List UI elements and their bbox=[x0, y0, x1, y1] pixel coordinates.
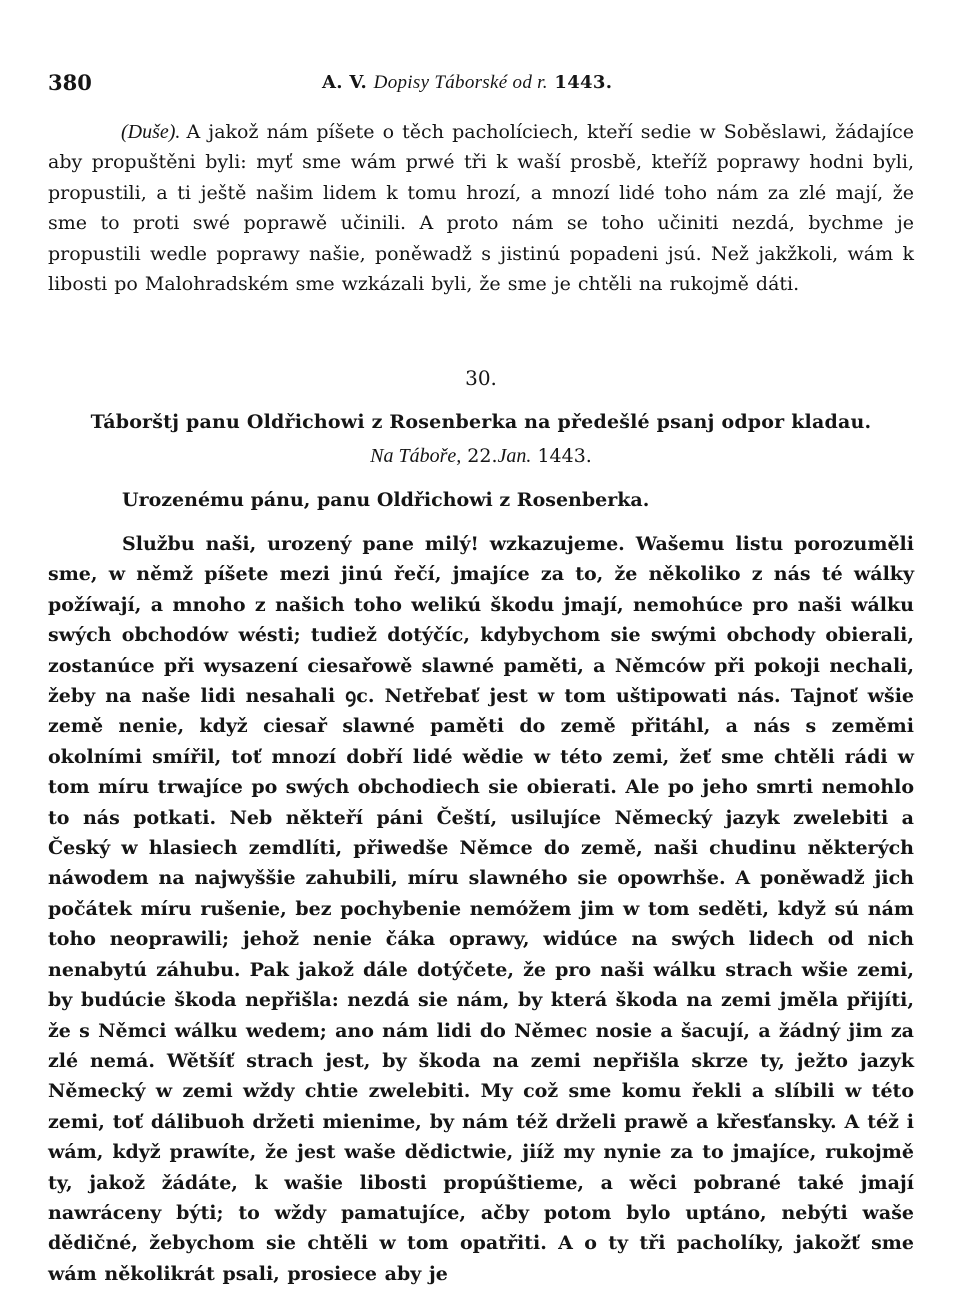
letter-address: Urozenému pánu, panu Oldřichowi z Rosenberka. bbox=[122, 489, 650, 511]
page-header bbox=[48, 70, 914, 100]
dateline bbox=[48, 445, 914, 468]
letter-body: Službu naši, urozený pane milý! wzkazujeme. Wašemu listu porozuměli sme, w němž píšete mezi jinú řečí, jmajíce za to, že několiko z nás té wálky požíwají, a mnoho z našich toho welikú škodu jmají, nemohúce pro naši wálku swých obchodów wésti; tudiež dotýčíc, kdybychom sie swými obchody obierali, zostanúce při wysazení ciesařowě slawné paměti, a Němców při pokoji nechali, žeby na naše lidi nesahali ꝯc. Netřebať jest w tom uštipowati nás. Tajnoť wšie země nenie, když ciesař slawné paměti do země přitáhl, a nás s zeměmi okolními smířil, toť mnozí dobří lidé wědie w této zemi, žeť sme chtěli rádi w tom míru trwajíce po swých obchodiech sie obierati. Ale po jeho smrti nemohlo to nás potkati. Neb někteří páni Čeští, usilujíce Německý jazyk zwelebiti a Český w hlasiech zemdlíti, přiwedše Němce do země, naši chudinu některých náwodem na najwyššie zahubili, míru slawného sie opowrhše. A poněwadž jich počátek míru rušenie, bez pochybenie nemóžem jim w tom seděti, když sú nám toho neoprawili; jehož nenie čáka oprawy, widúce na swých lidech od nich nenabytú záhubu. Pak jakož dále dotýčete, že pro naši wálku strach wšie zemi, by budúcie škoda nepřišla: nezdá sie nám, by která škoda na zemi jměla přijíti, že s Němci wálku wedem; ano nám lidi do Němec nosie a šacují, a žádný jim za zlé nemá. Wětšíť strach jest, by škoda na zemi nepřišla skrze ty, ježto jazyk Německý w zemi wždy chtie zwelebiti. My což sme komu řekli a slíbili w této zemi, toť dálibuoh držeti mienime, by nám též drželi prawě a křesťansky. A též i wám, když prawíte, že jest waše dědictwie, jiíž my nynie za to jmajíce, rukojmě ty, jakož žádáte, k wašie libosti propúštieme, a wěci pobrané také jmají nawráceny býti; to wždy pamatujíce, ačby potom bylo uptáno, nebýti waše dědičné, žebychom sie chtěli w tom opatřiti. A o ty tři pacholíky, jakožť sme wám několikrát psali, prosiece aby je bbox=[48, 533, 914, 1285]
running-title bbox=[322, 72, 612, 94]
document-number: 30. bbox=[465, 366, 497, 390]
running-title-year: 1443. bbox=[554, 72, 613, 93]
continuation-paragraph bbox=[48, 117, 914, 299]
book-page bbox=[48, 0, 914, 1289]
dateline-year: 1443. bbox=[537, 445, 592, 467]
page-number: 380 bbox=[48, 70, 92, 95]
paragraph-text: A jakož nám píšete o těch pacholíciech, kteří sedie w Soběslawi, žádajíce aby propuštěni byli: myť sme wám prwé tři k waší prosbě, kteříž poprawy hodni byli, propustili, a ti ještě našim lidem k tomu hrozí, a mnozí lidé toho nám za zlé mají, že sme to proti swé poprawě učinili. A proto nám se toho učiniti nezdá, bychme je propustili wedle poprawy našie, poněwadž s jistinú popadeni jsú. Než jakžkoli, wám k libosti po Malohradském sme wzkázali byli, že sme je chtěli na rukojmě dáti. bbox=[48, 121, 914, 296]
running-title-italic: Dopisy Táborské od r. bbox=[373, 72, 548, 93]
paragraph-lead-word: (Duše). bbox=[121, 121, 181, 143]
dateline-month: Jan. bbox=[497, 445, 532, 467]
dateline-place: Na Táboře, bbox=[370, 445, 462, 467]
running-title-prefix: A. V. bbox=[322, 72, 368, 93]
document-regest: Táborštj panu Oldřichowi z Rosenberka na předešlé psanj odpor kladau. bbox=[90, 411, 872, 433]
dateline-day: 22. bbox=[467, 445, 498, 467]
